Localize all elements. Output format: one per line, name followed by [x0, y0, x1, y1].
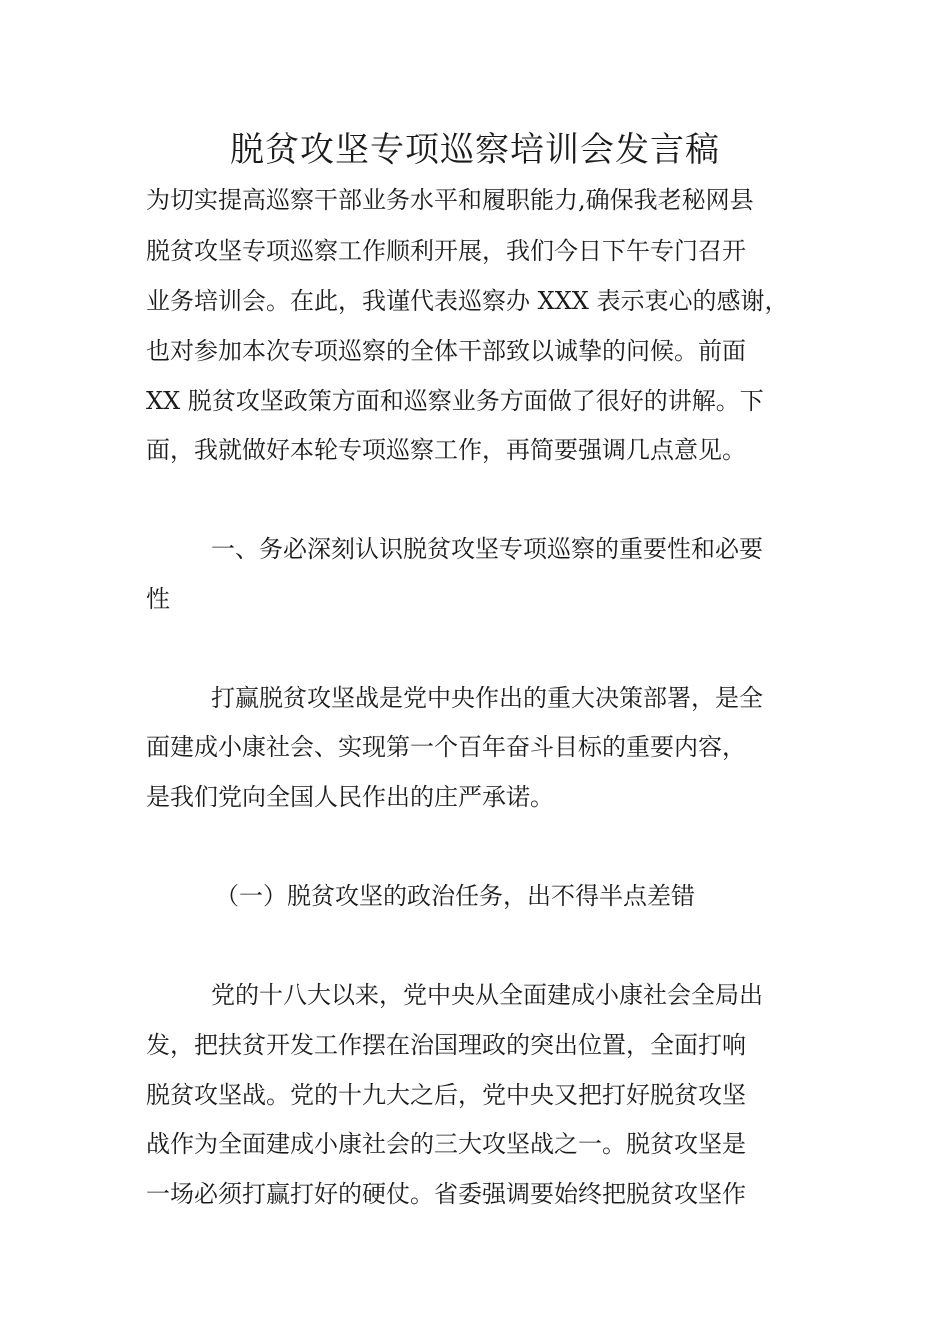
- heading-line: 性: [146, 585, 170, 613]
- heading-line: 一、务必深刻认识脱贫攻坚专项巡察的重要性和必要: [211, 535, 763, 563]
- text-line: 面，我就做好本轮专项巡察工作，再简要强调几点意见。: [146, 436, 746, 464]
- text-line: 面建成小康社会、实现第一个百年奋斗目标的重要内容，: [146, 733, 746, 761]
- text-line: 战作为全面建成小康社会的三大攻坚战之一。脱贫攻坚是: [146, 1130, 746, 1158]
- text-line: 发，把扶贫开发工作摆在治国理政的突出位置，全面打响: [146, 1031, 746, 1059]
- text-line: XX 脱贫攻坚政策方面和巡察业务方面做了很好的讲解。下: [146, 387, 764, 415]
- text-line: 党的十八大以来，党中央从全面建成小康社会全局出: [211, 981, 763, 1009]
- text-line: 也对参加本次专项巡察的全体干部致以诚挚的问候。前面: [146, 337, 746, 365]
- text-line: 一场必须打赢打好的硬仗。省委强调要始终把脱贫攻坚作: [146, 1180, 746, 1208]
- text-line: 脱贫攻坚战。党的十九大之后，党中央又把打好脱贫攻坚: [146, 1081, 746, 1109]
- text-line: 是我们党向全国人民作出的庄严承诺。: [146, 783, 554, 811]
- document-title: 脱贫攻坚专项巡察培训会发言稿: [230, 130, 720, 170]
- text-line: 打赢脱贫攻坚战是党中央作出的重大决策部署，是全: [211, 684, 763, 712]
- text-line: 为切实提高巡察干部业务水平和履职能力,确保我老秘网县: [146, 186, 754, 214]
- text-line: 脱贫攻坚专项巡察工作顺利开展，我们今日下午专门召开: [146, 237, 746, 265]
- text-line: 业务培训会。在此，我谨代表巡察办 XXX 表示衷心的感谢，: [146, 287, 789, 315]
- subsection-heading-1: （一）脱贫攻坚的政治任务，出不得半点差错: [215, 882, 695, 910]
